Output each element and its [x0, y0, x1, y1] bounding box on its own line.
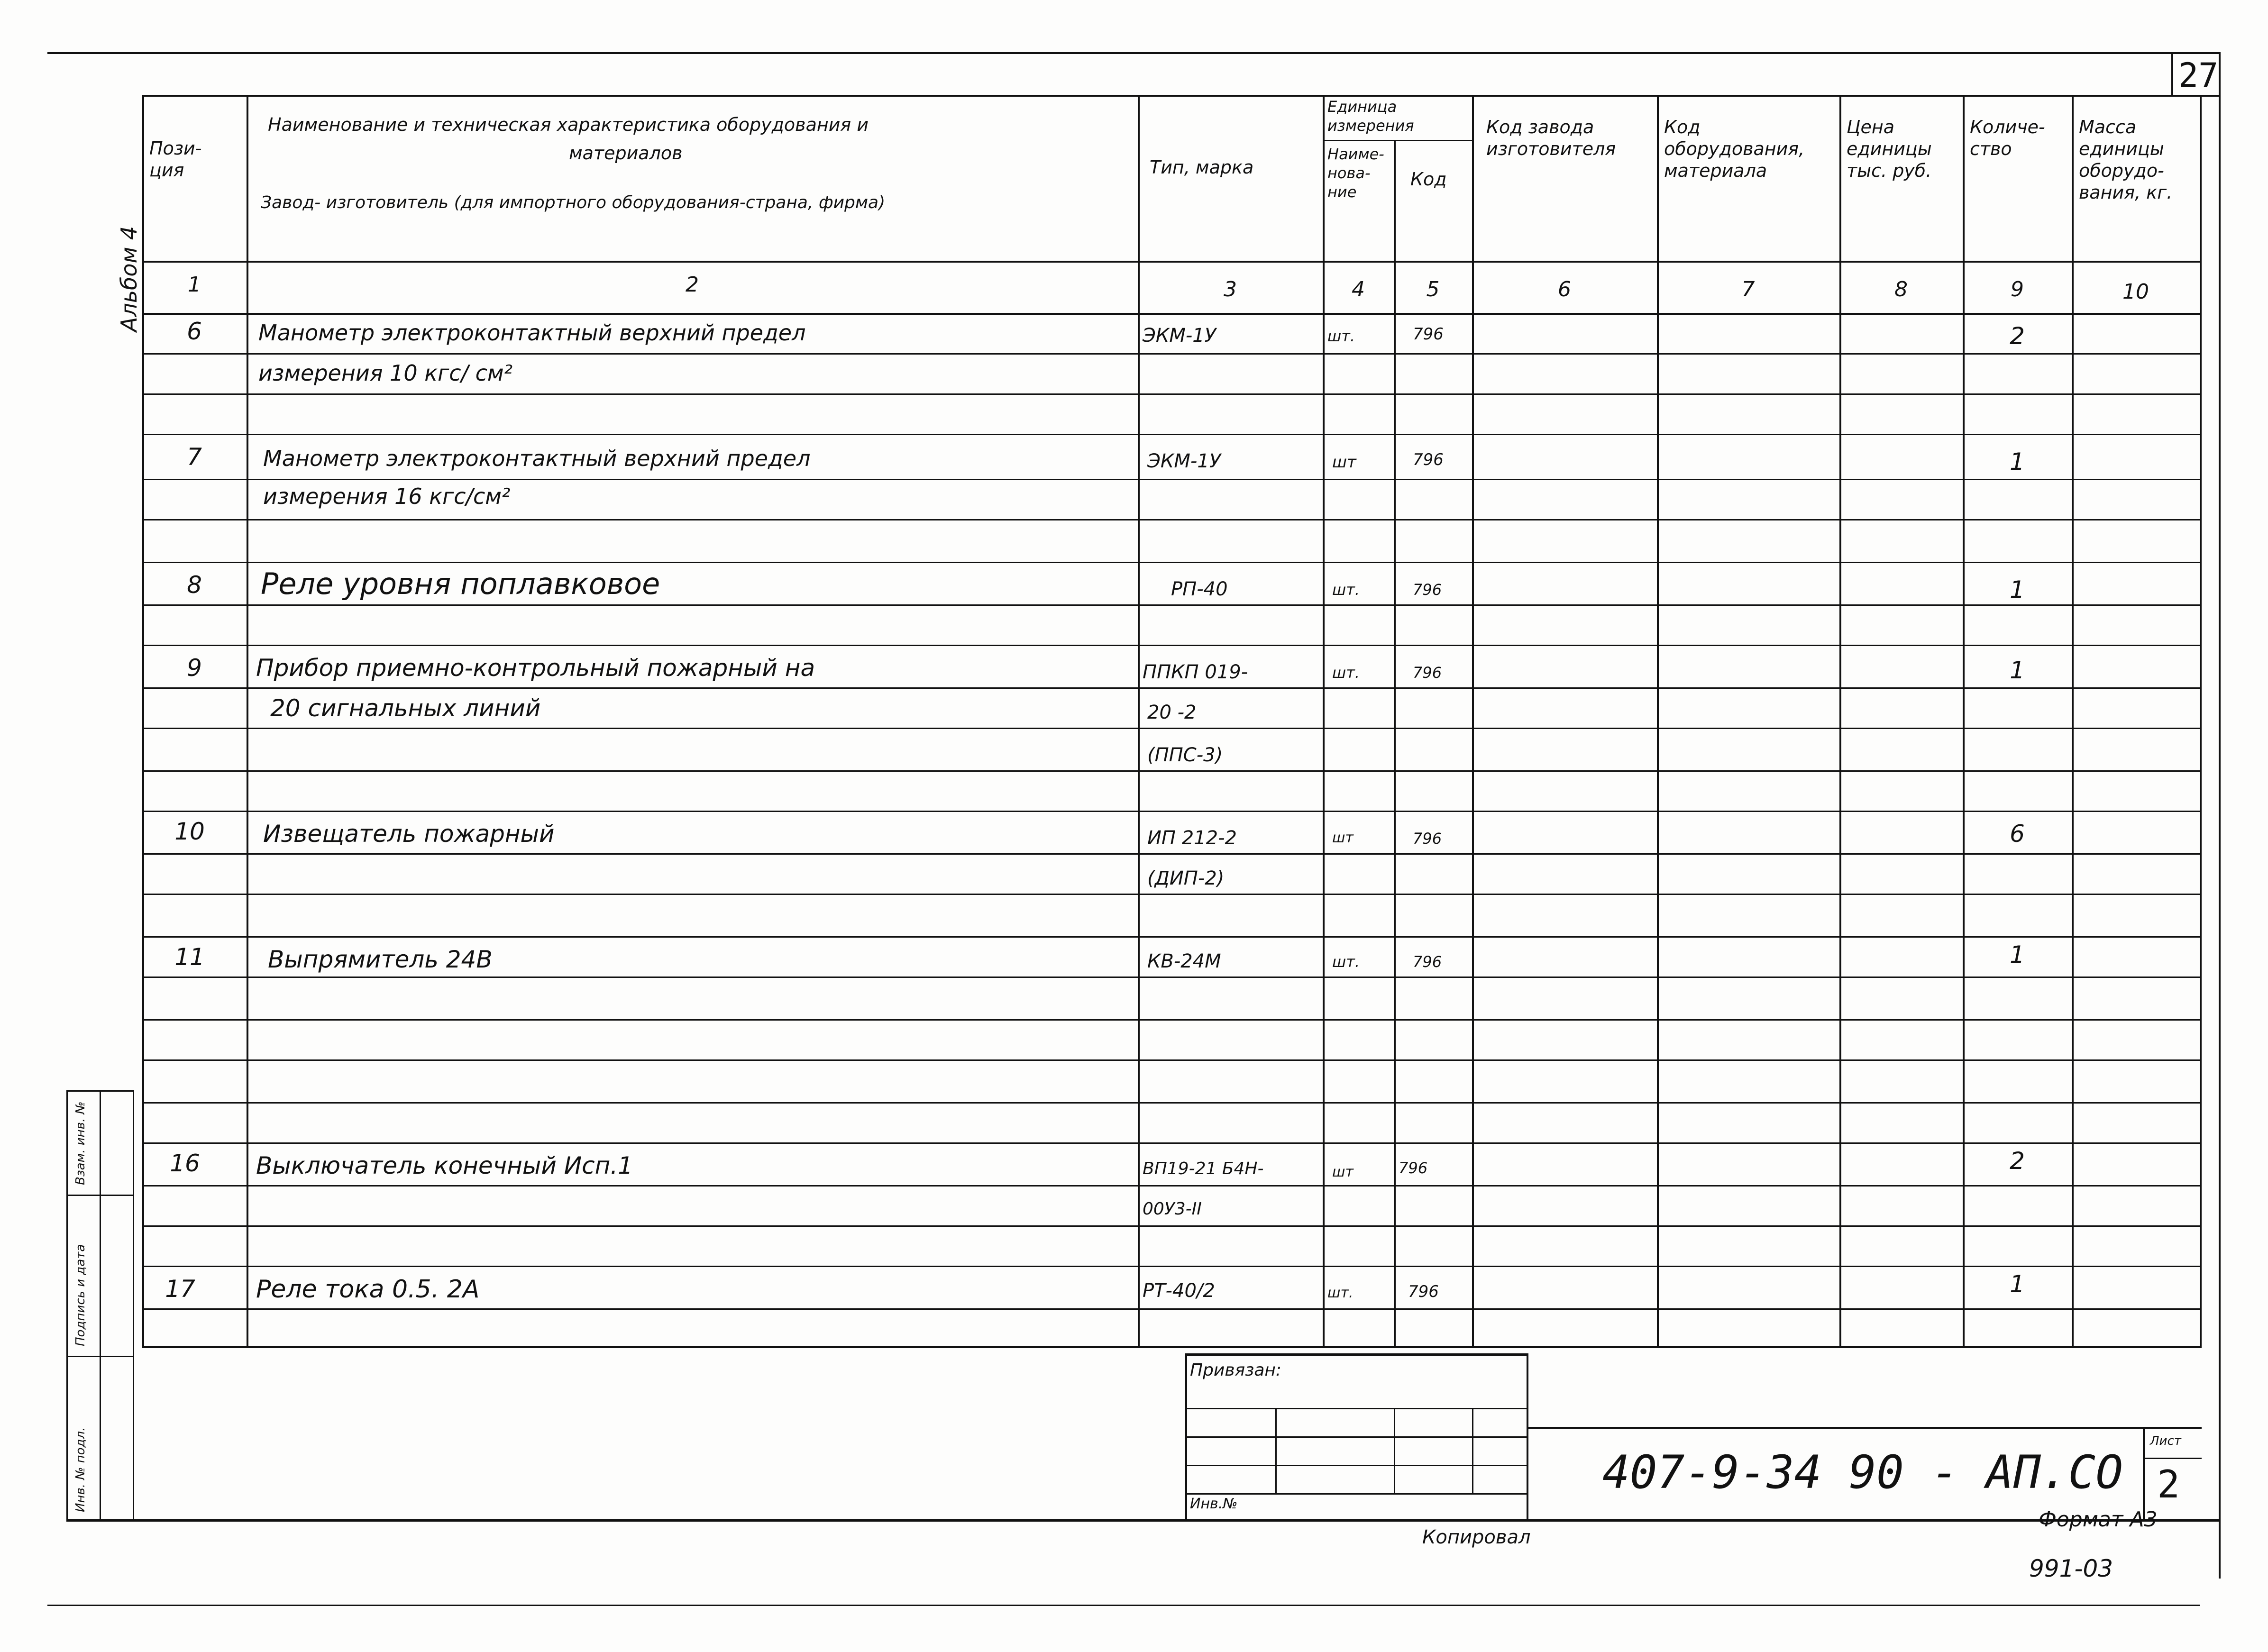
- row-position: 6: [187, 318, 202, 345]
- header-type: Тип, марка: [1150, 157, 1254, 178]
- row-type: (ППС-3): [1147, 744, 1223, 766]
- row-position: 11: [174, 943, 205, 971]
- header-position: Пози- ция: [149, 138, 202, 181]
- row-unit: шт: [1332, 1164, 1353, 1180]
- header-quantity: Количе- ство: [1970, 117, 2045, 159]
- column-number-10: 10: [2122, 280, 2149, 304]
- row-unit: шт.: [1332, 953, 1360, 971]
- album-label: Альбом 4: [116, 226, 142, 332]
- row-type: ИП 212-2: [1147, 827, 1237, 849]
- row-name: Выключатель конечный Исп.1: [256, 1152, 633, 1179]
- header-name-line2: материалов: [569, 143, 683, 164]
- row-unit-code: 796: [1413, 325, 1444, 344]
- row-unit-code: 796: [1399, 1159, 1428, 1177]
- row-type: (ДИП-2): [1147, 867, 1225, 889]
- row-name: Манометр электроконтактный верхний предел: [263, 446, 811, 471]
- column-number-7: 7: [1741, 277, 1755, 301]
- row-unit: шт: [1332, 830, 1353, 846]
- row-quantity: 6: [2010, 820, 2025, 848]
- row-unit-code: 796: [1413, 830, 1442, 848]
- row-type: РТ-40/2: [1143, 1280, 1215, 1302]
- row-quantity: 2: [2010, 1147, 2025, 1175]
- row-unit: шт.: [1327, 327, 1355, 345]
- row-quantity: 1: [2010, 657, 2025, 684]
- row-name: 20 сигнальных линий: [270, 694, 541, 722]
- row-unit-code: 796: [1408, 1282, 1439, 1301]
- row-unit: шт.: [1327, 1285, 1353, 1301]
- row-unit: шт.: [1332, 581, 1360, 599]
- row-type: ЭКМ-1У: [1147, 450, 1221, 472]
- header-unit-code: Код: [1410, 169, 1447, 190]
- row-quantity: 1: [2010, 941, 2025, 968]
- row-name: Манометр электроконтактный верхний предел: [258, 320, 806, 346]
- bottom-rule: [47, 1605, 2200, 1606]
- bound-label: Привязан:: [1190, 1360, 1282, 1380]
- margin-signature-date: Подпись и дата: [73, 1244, 88, 1346]
- header-unit: Единица измерения: [1327, 98, 1414, 135]
- page-number: 27: [2178, 56, 2219, 95]
- title-block-top: [1185, 1353, 1527, 1356]
- row-unit-code: 796: [1413, 581, 1442, 599]
- margin-replacement-inventory: Взам. инв. №: [73, 1101, 88, 1185]
- header-price: Цена единицы тыс. руб.: [1847, 117, 1932, 181]
- row-name: Реле уровня поплавковое: [261, 566, 660, 601]
- row-position: 10: [174, 818, 205, 845]
- row-type: ППКП 019-: [1143, 661, 1248, 683]
- margin-original-inventory: Инв. № подл.: [73, 1427, 88, 1512]
- row-position: 16: [170, 1150, 200, 1177]
- inventory-number-label: Инв.№: [1190, 1496, 1238, 1512]
- column-number-1: 1: [188, 273, 201, 297]
- header-name-line1: Наименование и техническая характеристика оборудования и: [268, 114, 869, 135]
- row-type: КВ-24М: [1147, 950, 1221, 972]
- row-unit-code: 796: [1413, 450, 1444, 469]
- row-quantity: 2: [2010, 322, 2025, 350]
- row-type: ВП19-21 Б4Н-: [1143, 1159, 1264, 1178]
- row-unit: шт.: [1332, 664, 1360, 682]
- column-number-6: 6: [1558, 277, 1571, 301]
- column-number-5: 5: [1426, 277, 1440, 301]
- table-bottom: [142, 1346, 2202, 1348]
- frame-bottom: [66, 1519, 2219, 1522]
- frame-top: [47, 52, 2219, 54]
- copied-by: Копировал: [1422, 1526, 1531, 1548]
- header-unit-name: Наиме- нова- ние: [1327, 145, 1384, 201]
- frame-right: [2219, 52, 2221, 1579]
- sheet-label: Лист: [2150, 1434, 2181, 1448]
- table-right: [2200, 95, 2202, 1346]
- sheet-format: Формат А3: [2039, 1507, 2158, 1532]
- row-position: 9: [187, 654, 202, 682]
- row-position: 17: [165, 1275, 195, 1303]
- sheet-number: 2: [2157, 1462, 2180, 1506]
- row-quantity: 1: [2010, 576, 2025, 603]
- header-equipment-code: Код оборудования, материала: [1664, 117, 1805, 181]
- row-unit-code: 796: [1413, 953, 1442, 971]
- column-number-9: 9: [2011, 277, 2024, 301]
- row-type: ЭКМ-1У: [1143, 325, 1216, 347]
- row-name: Реле тока 0.5. 2А: [256, 1275, 480, 1304]
- header-name-line3: Завод- изготовитель (для импортного оборудования-страна, фирма): [261, 193, 886, 212]
- row-quantity: 1: [2010, 448, 2025, 475]
- column-number-3: 3: [1224, 277, 1237, 301]
- archive-number: 991-03: [2029, 1555, 2113, 1582]
- header-mass: Масса единицы оборудо- вания, кг.: [2079, 117, 2173, 203]
- row-name: Извещатель пожарный: [263, 820, 555, 848]
- row-type: 00У3-II: [1143, 1199, 1202, 1219]
- table-top: [142, 95, 2202, 97]
- row-name: Выпрямитель 24В: [268, 946, 493, 973]
- column-number-8: 8: [1894, 277, 1908, 301]
- row-unit: шт: [1332, 453, 1356, 472]
- column-number-4: 4: [1352, 277, 1365, 301]
- column-number-2: 2: [686, 273, 699, 297]
- row-quantity: 1: [2010, 1270, 2025, 1298]
- header-factory-code: Код завода изготовителя: [1486, 117, 1616, 159]
- row-name: измерения 16 кгс/см²: [263, 484, 511, 509]
- row-type: 20 -2: [1147, 702, 1197, 723]
- document-code: 407-9-34 90 - АП.СО: [1602, 1446, 2123, 1499]
- row-position: 8: [187, 571, 202, 599]
- row-unit-code: 796: [1413, 664, 1442, 682]
- row-name: Прибор приемно-контрольный пожарный на: [256, 654, 815, 682]
- row-position: 7: [187, 443, 202, 471]
- row-name: измерения 10 кгс/ см²: [258, 360, 513, 386]
- row-type: РП-40: [1171, 578, 1228, 600]
